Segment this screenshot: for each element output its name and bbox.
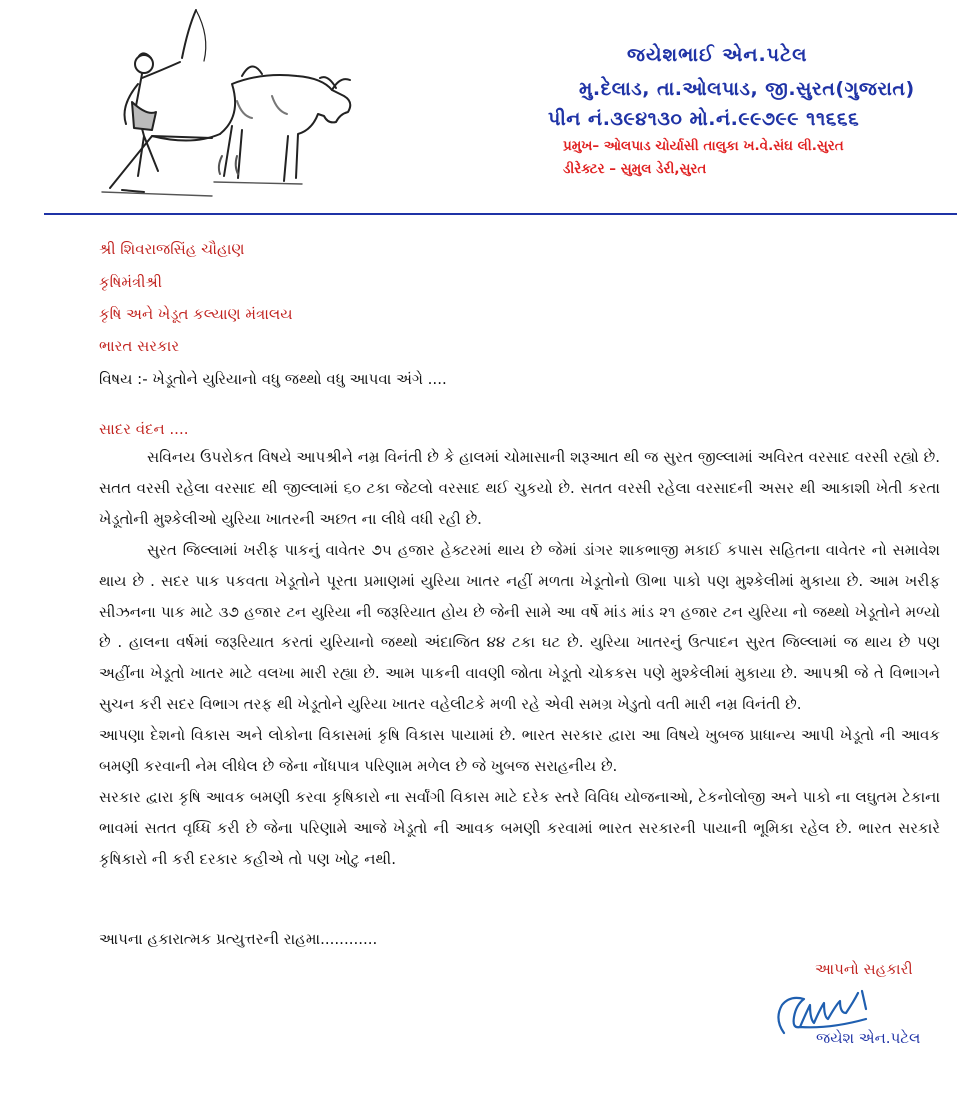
recipient-name: શ્રી શિવરાજસિંહ ચૌહાણ xyxy=(99,240,245,258)
body-paragraph: સુરત જિલ્લામાં ખરીફ પાકનું વાવેતર ૭૫ હજાર હેક્ટરમાં થાય છે જેમાં ડાંગર શાકભાજી મકાઈ કપાસ સહિતના વાવેતર નો સમાવેશ થાય છે . સદર પાક પકવતા ખેડૂતોને પૂરતા પ્રમાણમાં યુરિયા ખાતર નહીં મળતા ખેડૂતોનો ઊભા પાકો પણ મુશ્કેલીમાં મુકાયા છે. આમ ખરીફ સીઝનના પાક માટે ૩૭ હજાર ટન યુરિયા ની જરૂરિયાત હોય છે જેની સામે આ વર્ષે માંડ માંડ ૨૧ હજાર ટન યુરિયા નો જથ્થો ખેડૂતોને મળ્યો છે . હાલના વર્ષમાં જરૂરિયાત કરતાં યુરિયાનો જથ્થો અંદાજિત ૪૪ ટકા ઘટ છે. યુરિયા ખાતરનું ઉત્પાદન સુરત જિલ્લામાં જ થાય છે પણ અહીંના ખેડૂતો ખાતર માટે વલખા મારી રહ્યા છે. આમ પાકની વાવણી જોતા ખેડૂતો ચોકકસ પણે મુશ્કેલીમાં મુકાયા છે. આપશ્રી જે તે વિભાગને સુચન કરી સદર વિભાગ તરફ થી ખેડૂતોને યુરિયા ખાતર વહેલીટકે મળી રહે એવી સમગ્ર ખેડુતો વતી મારી નમ્ર વિનંતી છે. xyxy=(99,540,940,714)
letterhead-divider xyxy=(44,213,957,215)
recipient-title: કૃષિમંત્રીશ્રી xyxy=(99,273,162,291)
letterhead-name: જયેશભાઈ એન.પટેલ xyxy=(627,44,808,66)
letterhead-pin-mobile: પીન નં.૩૯૪૧૩૦ મો.નં.૯૯૭૯૯ ૧૧૬૬૬ xyxy=(548,108,860,130)
body-paragraph: સરકાર દ્વારા કૃષિ આવક બમણી કરવા કૃષિકારો ના સર્વાંગી વિકાસ માટે દરેક સ્તરે વિવિધ યોજનાઓ, ટેકનોલોજી અને પાકો ના લઘુતમ ટેકાના ભાવમાં સતત વૃધ્ધિ કરી છે જેના પરિણામે આજે ખેડૂતો ની આવક બમણી કરવામાં ભારત સરકારની પાયાની ભૂમિકા રહેલ છે. ભારત સરકારે કૃષિકારો ની કરી દરકાર કહીએ તો પણ ખોટુ નથી. xyxy=(99,787,940,868)
letterhead-president: પ્રમુખ– ઓલપાડ ચોર્યાસી તાલુકા ખ.વે.સંઘ લી.સુરત xyxy=(563,138,844,154)
farmer-plough-logo xyxy=(92,6,367,204)
awaiting-reply-line: આપના હકારાત્મક પ્રત્યુત્તરની રાહમા............ xyxy=(99,930,378,948)
salutation: સાદર વંદન .... xyxy=(99,420,189,438)
body-paragraph: સવિનય ઉપરોકત વિષયે આપશ્રીને નમ્ર વિનંતી છે કે હાલમાં ચોમાસાની શરૂઆત થી જ સુરત જીલ્લામાં અવિરત વરસાદ વરસી રહ્યો છે. સતત વરસી રહેલા વરસાદ થી જીલ્લામાં ૬૦ ટકા જેટલો વરસાદ થઈ ચુકયો છે. સતત વરસી રહેલા વરસાદની અસર થી આકાશી ખેતી કરતા ખેડૂતોની મુશ્કેલીઓ યુરિયા ખાતરની અછત ના લીધે વધી રહી છે. xyxy=(99,448,940,528)
recipient-government: ભારત સરકાર xyxy=(99,337,180,355)
body-paragraph: આપણા દેશનો વિકાસ અને લોકોના વિકાસમાં કૃષિ વિકાસ પાયામાં છે. ભારત સરકાર દ્વારા આ વિષયે ખુબજ પ્રાધાન્ય આપી ખેડૂતો ની આવક બમણી કરવાની નેમ લીધેલ છે જેના નોંધપાત્ર પરિણામ મળેલ છે જે ખુબજ સરાહનીય છે. xyxy=(99,726,940,776)
signature-name: જયેશ એન.પટેલ xyxy=(816,1029,921,1047)
recipient-ministry: કૃષિ અને ખેડૂત કલ્યાણ મંત્રાલય xyxy=(99,305,293,323)
closing-salutation: આપનો સહકારી xyxy=(815,960,913,978)
subject-line: વિષય :- ખેડૂતોને યુરિયાનો વધુ જથ્થો વધુ આપવા અંગે .... xyxy=(99,370,447,388)
letterhead-address: મુ.દેલાડ, તા.ઓલપાડ, જી.સુરત(ગુજરાત) xyxy=(579,78,915,100)
letter-body xyxy=(99,442,940,875)
letterhead-director: ડીરેક્ટર – સુમુલ ડેરી,સુરત xyxy=(563,161,707,177)
